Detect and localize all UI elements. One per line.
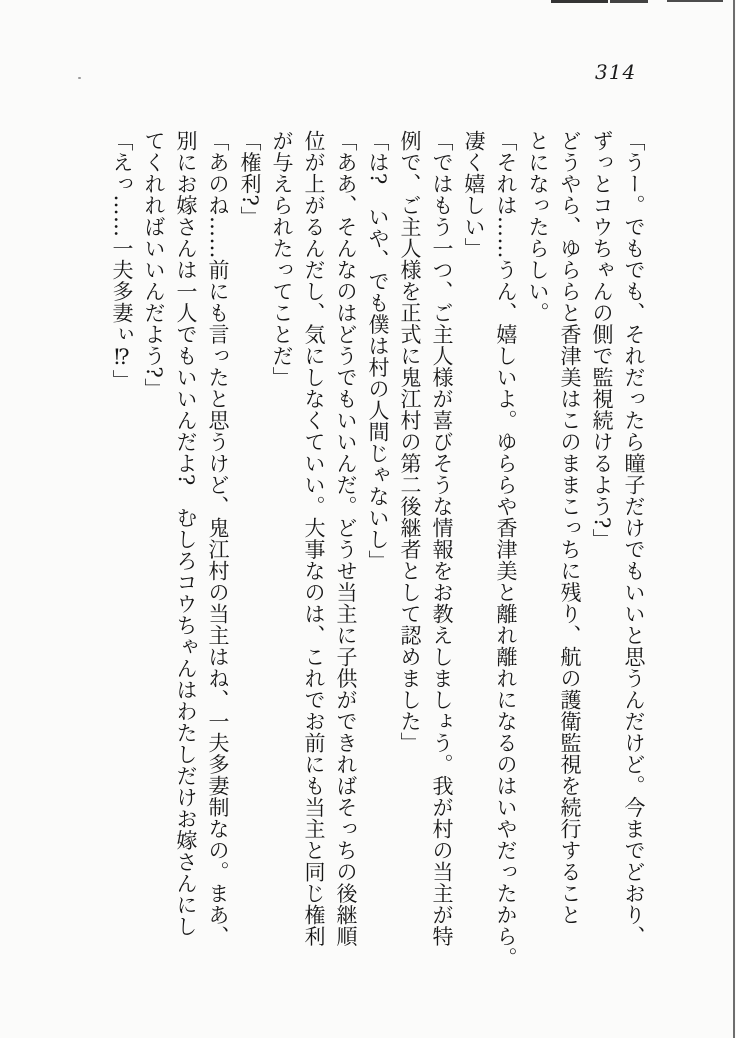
- text-line-17: 「えっ……一夫多妻ぃ⁉」: [110, 130, 134, 391]
- scan-artifact-top-mark-2: [610, 0, 648, 3]
- text-line-16: てくれればいいんだよう?」: [142, 130, 166, 400]
- text-line-11: 位が上がるんだし、気にしなくていい。大事なのは、これでお前にも当主と同じ権利: [302, 130, 326, 947]
- scan-artifact-top-mark-3: [667, 0, 723, 2]
- scan-artifact-page-edge-line: [733, 0, 735, 1038]
- text-line-10: 「ああ、そんなのはどうでもいいんだ。どうせ当主に子供ができればそっちの後継順: [334, 130, 358, 947]
- text-line-7: 「ではもう一つ、ご主人様が喜びそうな情報をお教えしましょう。我が村の当主が特: [430, 130, 454, 947]
- text-line-5: 「それは……うん、嬉しいよ。ゆららや香津美と離れ離れになるのはいやだったから。: [494, 130, 518, 969]
- text-line-4: とになったらしい。: [526, 130, 550, 324]
- text-line-15: 別にお嫁さんは一人でもいいんだよ? むしろコウちゃんはわたしだけお嫁さんにし: [174, 130, 198, 938]
- page-number: 314: [595, 60, 637, 84]
- text-line-8: 例で、ご主人様を正式に鬼江村の第二後継者として認めました」: [398, 130, 422, 754]
- scan-artifact-top-mark-1: [551, 0, 608, 3]
- text-line-9: 「は? いや、でも僕は村の人間じゃないし」: [366, 130, 390, 572]
- text-line-2: ずっとコウちゃんの側で監視続けるよう?」: [590, 130, 614, 551]
- text-line-6: 凄く嬉しい」: [462, 130, 486, 259]
- text-line-14: 「あのね……前にも言ったと思うけど、鬼江村の当主はね、一夫多妻制なの。まあ、: [206, 130, 230, 947]
- text-line-3: どうやら、ゆららと香津美はこのままこっちに残り、航の護衛監視を続行すること: [558, 130, 582, 926]
- text-line-1: 「うー。でもでも、それだったら瞳子だけでもいいと思うんだけど。今までどおり、: [622, 130, 646, 947]
- text-line-13: 「権利?」: [238, 130, 262, 228]
- text-line-12: が与えられたってことだ」: [270, 130, 294, 388]
- scan-artifact-speckle: [78, 77, 81, 79]
